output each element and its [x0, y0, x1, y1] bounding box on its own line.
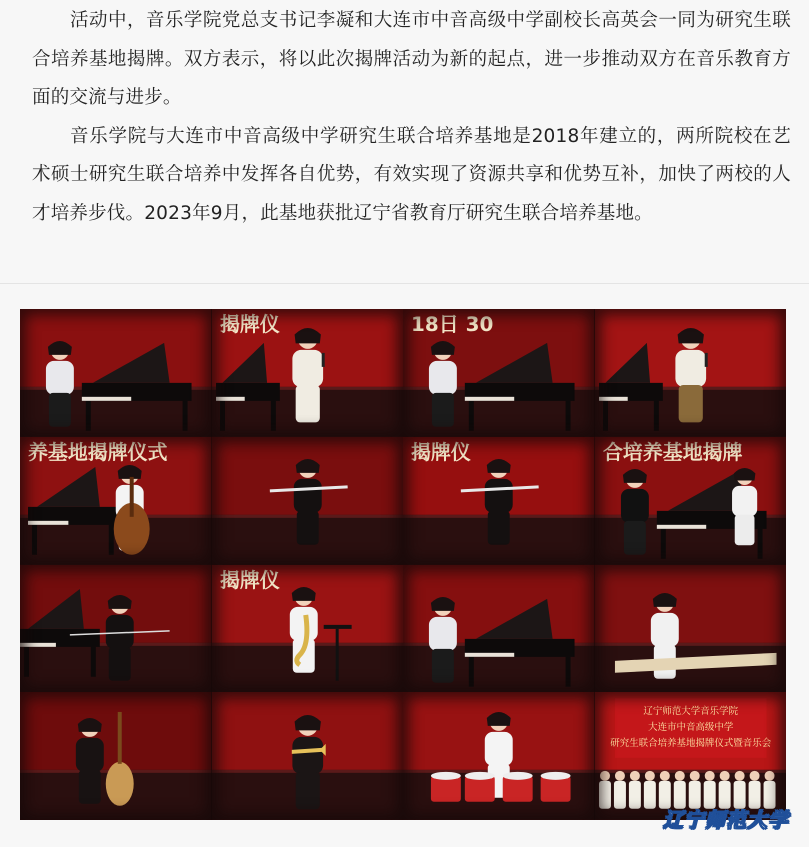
university-watermark: 辽宁师范大学	[663, 808, 789, 832]
stage-banner-text: 揭牌仪	[410, 439, 471, 464]
saxophone-performer-icon	[212, 565, 404, 693]
group-photo-icon	[595, 692, 787, 820]
erhu-performer-icon	[20, 565, 212, 693]
article-body	[0, 0, 809, 233]
stage-banner-text: 养基地揭牌仪式	[27, 439, 168, 464]
piano-performer-icon	[403, 309, 595, 437]
flute-performer-icon	[403, 437, 595, 565]
stage-sign-text: 辽宁师范大学音乐学院	[642, 706, 738, 718]
divider	[0, 283, 809, 284]
stage-sign-text: 大连市中音高级中学	[647, 722, 733, 734]
paragraph-1: 活动中，音乐学院党总支书记李凝和大连市中音高级中学副校长高英会一同为研究生联合培养基地揭牌。双方表示，将以此次揭牌活动为新的起点，进一步推动双方在音乐教育方面的交流与进步。	[32, 10, 791, 108]
piano-duo-icon	[595, 437, 787, 565]
pipa-performer-icon	[20, 692, 212, 820]
piano-performer-icon	[20, 309, 212, 437]
stage-banner-text: 揭牌仪	[219, 567, 280, 592]
paragraph-2: 音乐学院与大连市中音高级中学研究生联合培养基地是2018年建立的，两所院校在艺术硕士研究生联合培养中发挥各自优势，有效实现了资源共享和优势互补，加快了两校的人才培养步伐。2023年9月，此基地获批辽宁省教育厅研究生联合培养基地。	[32, 125, 791, 224]
vocalist-icon	[212, 309, 404, 437]
stage-sign-text: 研究生联合培养基地揭牌仪式暨音乐会	[609, 738, 771, 750]
piano-performer-icon	[403, 565, 595, 693]
cello-performer-icon	[20, 437, 212, 565]
flute-performer-icon	[212, 437, 404, 565]
percussion-performer-icon	[403, 692, 595, 820]
vocalist-icon	[595, 309, 787, 437]
trumpet-performer-icon	[212, 692, 404, 820]
stage-banner-text: 18日 30	[410, 311, 494, 336]
stage-banner-text: 揭牌仪	[219, 311, 280, 336]
guzheng-performer-icon	[595, 565, 787, 693]
stage-banner-text: 合培养基地揭牌	[602, 439, 743, 464]
performance-photo-collage	[20, 309, 786, 820]
